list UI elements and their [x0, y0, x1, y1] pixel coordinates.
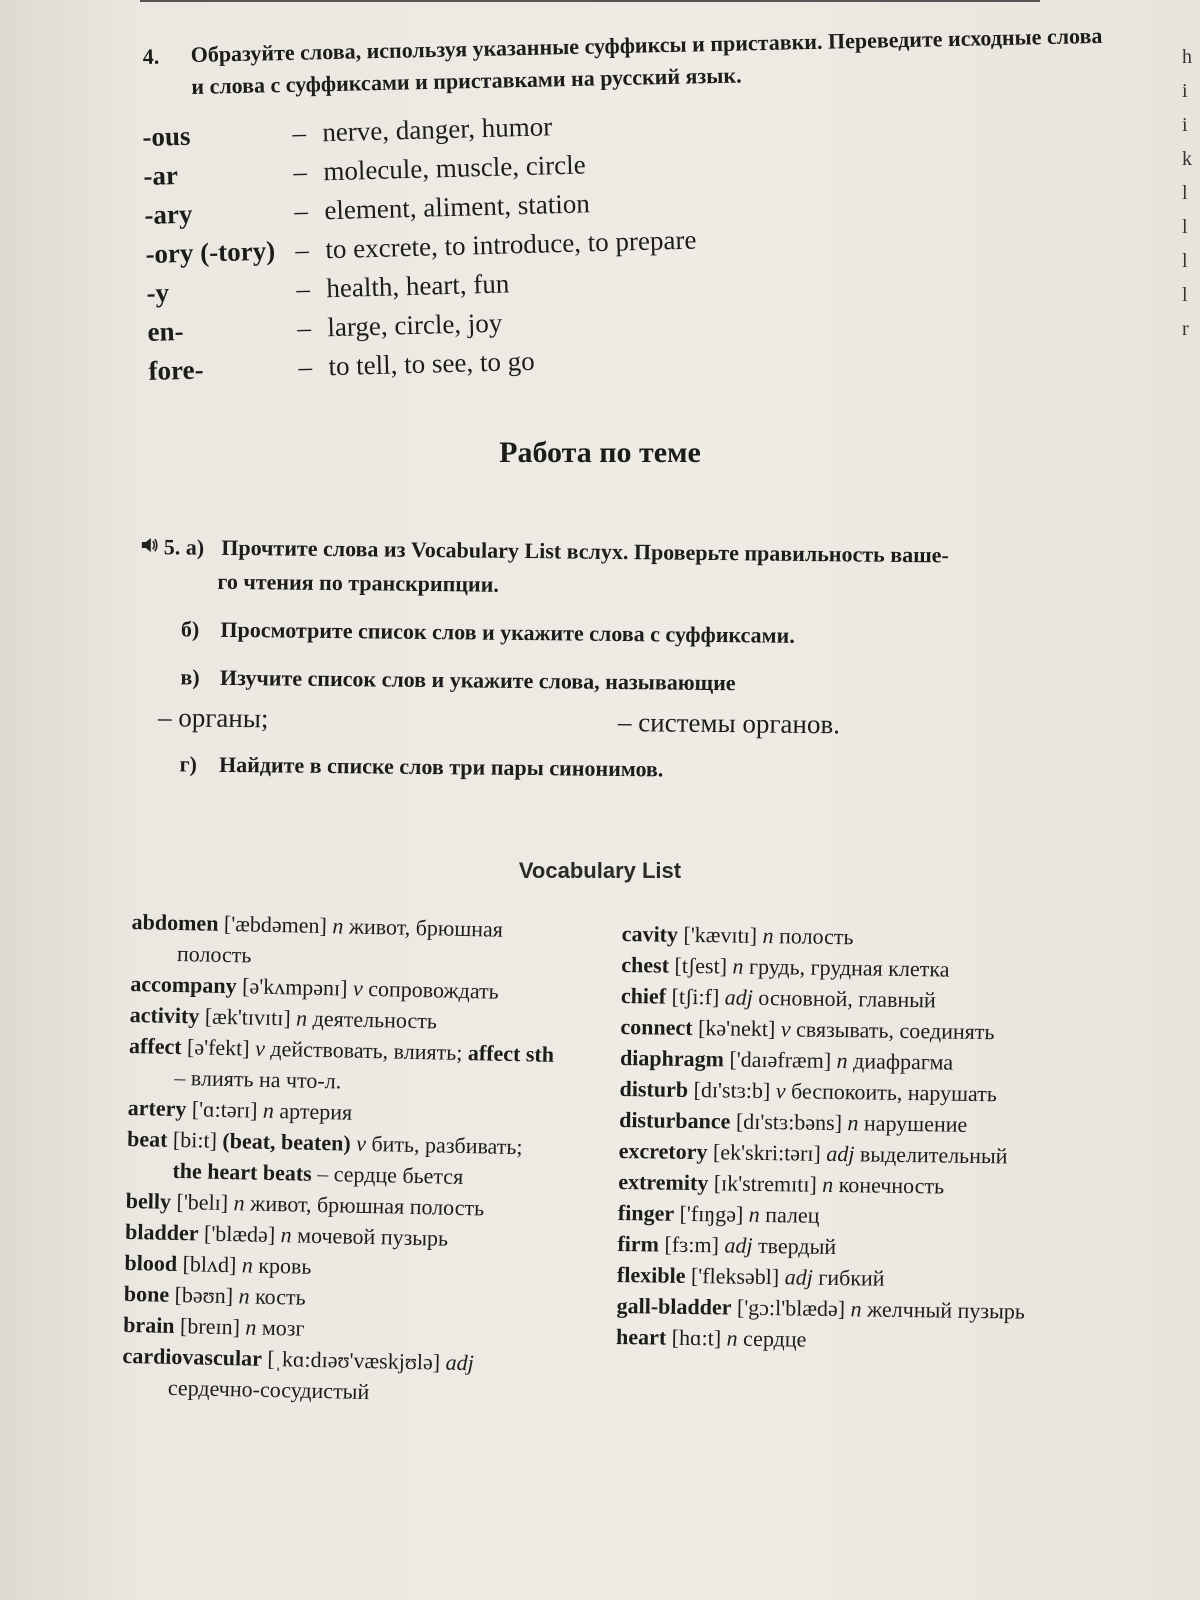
headword: firm — [617, 1230, 660, 1257]
definition: твердый — [757, 1232, 837, 1260]
vocab-entry — [131, 906, 562, 977]
vocabulary-title: Vocabulary List — [518, 858, 682, 883]
part-of-speech: n — [822, 1171, 834, 1197]
headword: cardiovascular — [122, 1342, 263, 1371]
headword: heart — [615, 1323, 667, 1350]
headword: disturb — [619, 1075, 689, 1102]
task-c-text: Изучите список слов и укажите слова, называющие — [219, 664, 736, 696]
transcription: ['gɔ:l'blædə] — [736, 1294, 846, 1322]
definition: сердце — [742, 1325, 807, 1352]
part-of-speech: n — [332, 913, 344, 939]
edge-letter: l — [1182, 284, 1188, 306]
headword: bladder — [124, 1218, 199, 1246]
part-of-speech: n — [850, 1296, 862, 1322]
definition: нарушение — [863, 1110, 968, 1137]
dash: – — [296, 273, 311, 305]
transcription: [tʃi:f] — [671, 983, 720, 1010]
definition: живот, брюшная полость — [176, 913, 504, 968]
affix: en- — [147, 315, 184, 347]
dash: – — [297, 312, 312, 343]
part-of-speech: n — [233, 1190, 245, 1216]
transcription: [æk'tɪvɪtɪ] — [204, 1003, 291, 1031]
task-label: в) — [180, 664, 200, 690]
definition: связывать, соединять — [795, 1016, 995, 1045]
part-of-speech: adj — [724, 1232, 753, 1258]
section-title: Работа по теме — [499, 436, 701, 469]
transcription: [bəʊn] — [174, 1281, 234, 1309]
edge-letter: i — [1182, 80, 1188, 102]
phrase-definition: – влиять на что-л. — [174, 1064, 342, 1094]
task-d — [179, 747, 1077, 790]
edge-letter: h — [1182, 46, 1192, 68]
headword: flexible — [616, 1261, 686, 1288]
definition: деятельность — [312, 1005, 438, 1034]
headword: activity — [129, 1001, 200, 1029]
definition: кровь — [258, 1252, 312, 1279]
definition: основной, главный — [758, 984, 936, 1013]
edge-letter: l — [1182, 216, 1188, 238]
vocabulary-column-right — [616, 918, 1062, 1358]
part-of-speech: n — [262, 1097, 275, 1124]
headword: chest — [621, 951, 670, 978]
part-of-speech: n — [238, 1283, 250, 1309]
edge-letter: i — [1182, 114, 1188, 136]
headword: abdomen — [131, 908, 219, 936]
transcription: [dɪ'stɜ:b] — [693, 1077, 771, 1104]
transcription: [blʌd] — [182, 1251, 237, 1278]
part-of-speech: adj — [784, 1264, 814, 1290]
affix: -ous — [142, 120, 191, 152]
phrase: affect sth — [467, 1040, 555, 1067]
transcription: ['kævɪtɪ] — [683, 921, 758, 948]
definition: гибкий — [818, 1264, 885, 1291]
headword: cavity — [621, 920, 679, 947]
affix: -ory (-tory) — [145, 235, 276, 269]
base-words: element, aliment, station — [323, 188, 591, 226]
word-forms: (beat, beaten) — [222, 1127, 351, 1156]
headword: disturbance — [619, 1106, 731, 1134]
task-number: 5. а) — [163, 534, 205, 560]
edge-letter: r — [1182, 318, 1189, 340]
suffix-list — [142, 108, 700, 395]
part-of-speech: n — [280, 1222, 292, 1248]
part-of-speech: v — [355, 1130, 367, 1156]
part-of-speech: adj — [724, 984, 754, 1010]
part-of-speech: n — [295, 1005, 308, 1031]
transcription: [hɑ:t] — [671, 1324, 722, 1351]
definition: грудь, грудная клетка — [748, 953, 950, 982]
transcription: ['belɪ] — [176, 1189, 229, 1216]
headword: diaphragm — [619, 1044, 725, 1072]
phrase-definition: – сердце бьется — [316, 1160, 464, 1189]
headword: chief — [620, 982, 667, 1009]
definition: конечность — [838, 1172, 945, 1199]
part-of-speech: n — [748, 1201, 760, 1227]
organs-options — [158, 702, 1078, 743]
transcription: [ə'kʌmpənɪ] — [241, 973, 348, 1001]
transcription: ['fɪŋgə] — [679, 1200, 744, 1227]
option-systems: – системы органов. — [617, 707, 841, 740]
next-page-edge — [1182, 40, 1200, 346]
headword: connect — [620, 1013, 693, 1040]
headword: blood — [124, 1249, 178, 1277]
edge-letter: k — [1182, 148, 1192, 170]
transcription: [ə'fekt] — [186, 1034, 250, 1061]
definition: кость — [254, 1283, 306, 1310]
definition: живот, брюшная полость — [249, 1190, 485, 1221]
part-of-speech: n — [241, 1252, 254, 1278]
vocab-entry — [126, 1123, 557, 1194]
affix: -y — [146, 277, 170, 308]
definition: беспокоить, нарушать — [790, 1078, 998, 1107]
base-words: nerve, danger, humor — [321, 111, 553, 148]
task-a-line2: го чтения по транскрипции. — [217, 568, 499, 597]
definition: артерия — [279, 1098, 353, 1125]
headword: finger — [617, 1199, 675, 1226]
base-words: health, heart, fun — [326, 268, 510, 304]
definition: сопровождать — [368, 975, 499, 1004]
transcription: ['æbdəmen] — [223, 910, 328, 939]
transcription: [fɜ:m] — [664, 1231, 720, 1258]
edge-letter: l — [1182, 250, 1188, 272]
definition: мочевой пузырь — [296, 1222, 449, 1251]
transcription: [tʃest] — [674, 952, 728, 979]
definition: бить, разбивать; — [371, 1131, 523, 1160]
dash: – — [295, 234, 310, 266]
dash: – — [298, 351, 313, 382]
exercise-instruction: Образуйте слова, используя указанные суффиксы и приставки. Переведите исходные слова и слова с суффиксами и приставками на русский язык. — [190, 22, 1103, 99]
part-of-speech: n — [836, 1048, 848, 1074]
definition: сердечно-сосудистый — [167, 1374, 370, 1405]
part-of-speech: n — [847, 1110, 859, 1136]
task-a — [139, 530, 1080, 608]
part-of-speech: adj — [445, 1349, 475, 1376]
part-of-speech: n — [245, 1314, 257, 1340]
part-of-speech: n — [732, 953, 744, 979]
task-b-text: Просмотрите список слов и укажите слова с суффиксами. — [220, 616, 795, 648]
edge-letter: l — [1182, 182, 1188, 204]
headword: brain — [122, 1311, 175, 1338]
dash: – — [293, 195, 309, 227]
base-words: to excrete, to introduce, to prepare — [325, 224, 697, 265]
part-of-speech: v — [352, 975, 364, 1001]
headword: bone — [123, 1280, 170, 1307]
transcription: [breɪn] — [179, 1313, 241, 1340]
transcription: ['fleksəbl] — [690, 1262, 780, 1290]
phrase: the heart beats — [172, 1157, 313, 1186]
option-organs: – органы; — [157, 702, 269, 734]
transcription: [ˌkɑ:dɪəʊ'væskjʊlə] — [267, 1345, 441, 1375]
task-c — [180, 660, 1078, 703]
dash: – — [291, 117, 307, 149]
speaker-icon[interactable] — [140, 530, 164, 564]
definition: палец — [765, 1202, 820, 1228]
base-words: large, circle, joy — [327, 307, 503, 343]
part-of-speech: n — [726, 1325, 738, 1351]
part-of-speech: v — [775, 1078, 786, 1104]
definition: полость — [778, 923, 854, 950]
headword: belly — [125, 1187, 172, 1214]
transcription: [ek'skri:tərɪ] — [712, 1139, 821, 1166]
vocab-entry — [616, 1321, 1056, 1358]
task-label: г) — [179, 751, 198, 777]
exercise-4 — [142, 2, 1104, 104]
base-words: molecule, muscle, circle — [322, 149, 587, 187]
headword: beat — [126, 1125, 168, 1152]
part-of-speech: n — [762, 922, 774, 949]
headword: accompany — [130, 970, 237, 999]
task-d-text: Найдите в списке слов три пары синонимов. — [218, 751, 664, 782]
page-top-rule — [140, 0, 1040, 2]
part-of-speech: adj — [826, 1140, 855, 1167]
transcription: [bi:t] — [172, 1126, 218, 1153]
base-words: to tell, to see, to go — [328, 345, 535, 382]
definition: желчный пузырь — [866, 1296, 1026, 1324]
headword: extremity — [618, 1168, 709, 1196]
part-of-speech: v — [780, 1016, 791, 1042]
definition: действовать, влиять; — [270, 1035, 463, 1065]
definition: мозг — [261, 1314, 305, 1341]
definition: диафрагма — [852, 1048, 954, 1075]
part-of-speech: v — [254, 1035, 266, 1061]
affix: -ary — [144, 198, 193, 230]
transcription: ['blædə] — [203, 1220, 276, 1248]
task-a-line1: Прочтите слова из Vocabulary List вслух. Проверьте правильность ваше- — [221, 534, 949, 568]
exercise-number: 4. — [142, 43, 160, 69]
affix: -ar — [143, 160, 179, 191]
task-b — [181, 612, 1079, 655]
transcription: ['ɑ:tərɪ] — [191, 1096, 258, 1123]
headword: excretory — [618, 1137, 708, 1165]
headword: affect — [128, 1032, 182, 1060]
vocab-entry — [122, 1340, 553, 1411]
transcription: [ɪk'stremɪtɪ] — [713, 1170, 817, 1197]
transcription: ['daɪəfræm] — [729, 1046, 832, 1073]
transcription: [dɪ'stɜ:bəns] — [735, 1108, 843, 1136]
vocab-entry — [128, 1030, 559, 1101]
headword: gall-bladder — [616, 1292, 732, 1320]
definition: выделительный — [859, 1141, 1008, 1169]
task-label: б) — [180, 616, 200, 642]
headword: artery — [127, 1094, 187, 1122]
vocabulary-column-left — [122, 906, 562, 1411]
transcription: [kə'nekt] — [697, 1015, 776, 1042]
affix: fore- — [148, 354, 204, 386]
exercise-5 — [137, 530, 1080, 791]
dash: – — [292, 156, 308, 188]
